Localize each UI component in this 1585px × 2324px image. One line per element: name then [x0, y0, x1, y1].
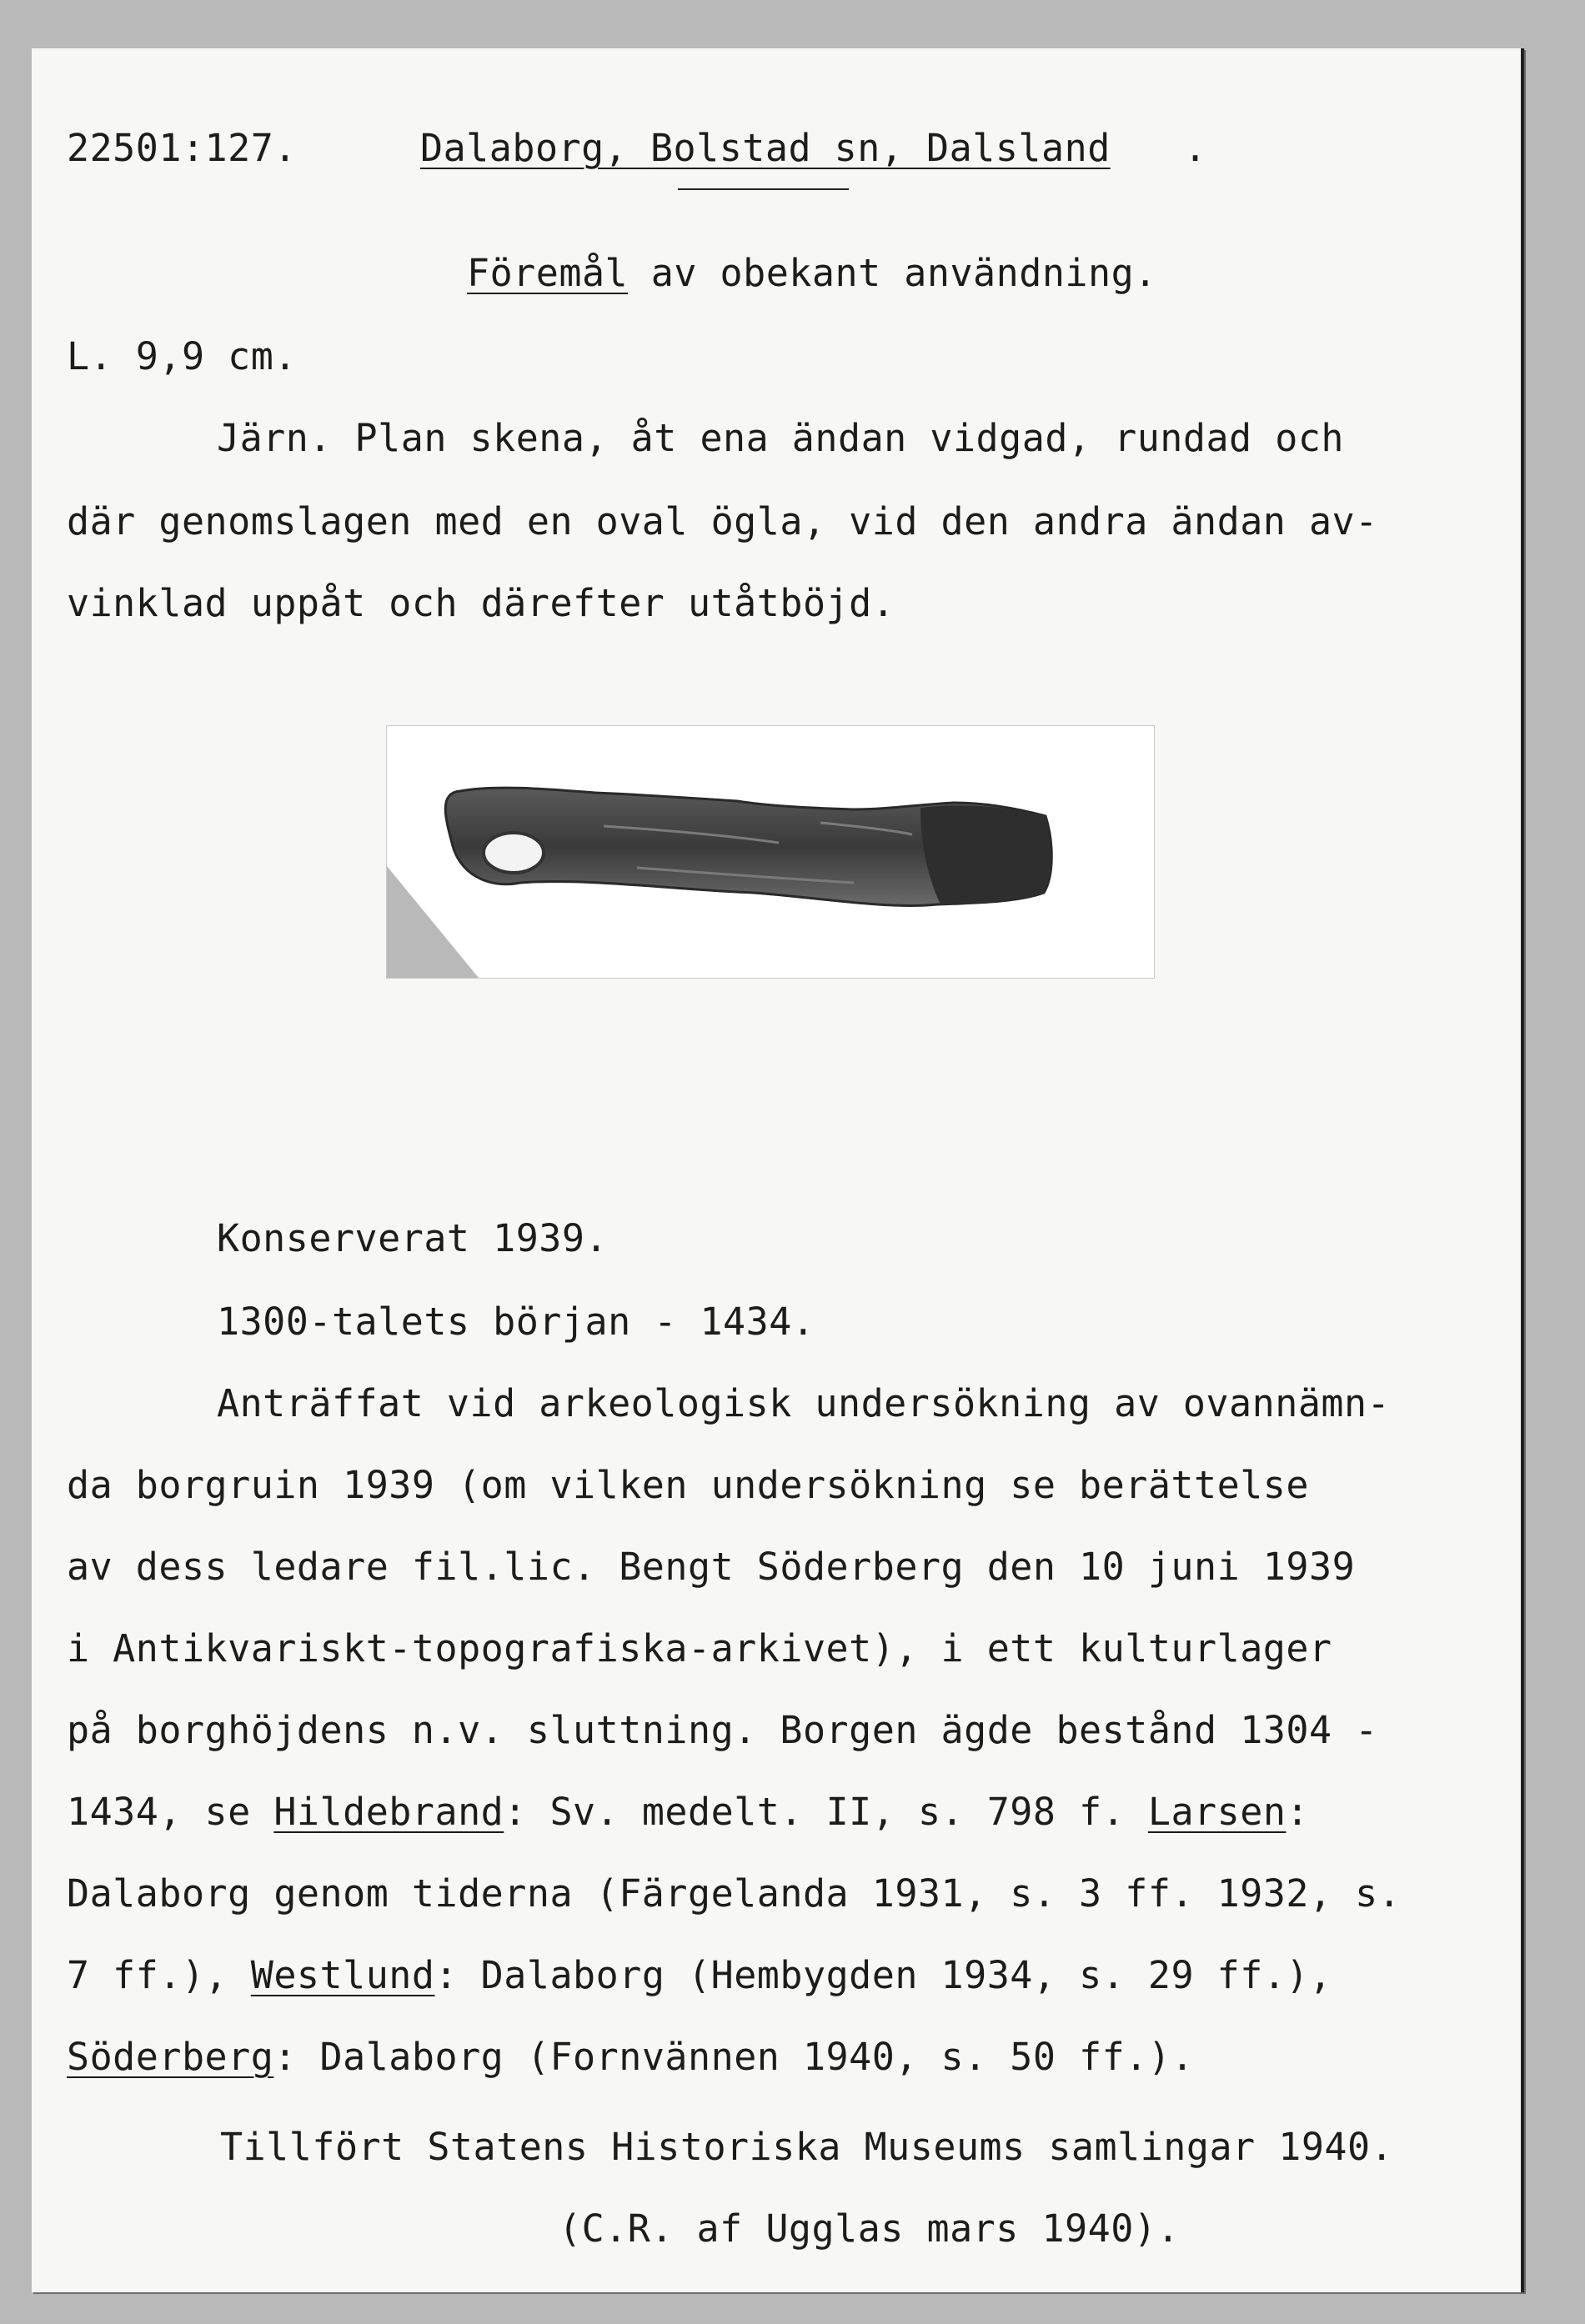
object-title [467, 250, 1157, 297]
place-part1: Dalaborg, [420, 126, 650, 170]
place-part2: Bolstad sn, Dalsland [650, 126, 1111, 170]
find-line-6c: : Sv. medelt. II, s. 798 f. [504, 1790, 1148, 1834]
description-line-3: vinklad uppåt och därefter utåtböjd. [67, 581, 895, 625]
title-word: Föremål [467, 251, 629, 295]
oval-eye-hole [484, 833, 544, 873]
divider-line [678, 188, 849, 190]
find-line-1: Anträffat vid arkeologisk undersökning av ovannämn- [217, 1381, 1391, 1425]
signature-note: (C.R. af Ugglas mars 1940). [559, 2206, 1180, 2251]
ref-larsen: Larsen [1147, 1790, 1287, 1834]
find-line-5: på borghöjdens n.v. sluttning. Borgen ägde bestånd 1304 - [67, 1708, 1378, 1752]
conservation-note: Konserverat 1939. [217, 1216, 609, 1260]
find-line-9 [67, 2034, 1194, 2081]
find-line-6e: : [1286, 1790, 1310, 1834]
catalog-card [32, 48, 1524, 2292]
place-end: . [1184, 126, 1207, 170]
description-line-2: där genomslagen med en oval ögla, vid den andra ändan av- [67, 499, 1378, 543]
find-line-6a: 1434, se [67, 1790, 274, 1834]
find-line-8c: : Dalaborg (Hembygden 1934, s. 29 ff.), [434, 1953, 1332, 1997]
find-line-8a: 7 ff.), [67, 1953, 251, 1997]
description-line-1: Järn. Plan skena, åt ena ändan vidgad, rundad och [217, 416, 1345, 460]
title-rest: av obekant användning. [628, 251, 1157, 295]
bent-end-shape [920, 805, 1051, 904]
find-line-3: av dess ledare fil.lic. Bengt Söderberg den 10 juni 1939 [67, 1545, 1356, 1589]
ref-soderberg: Söderberg [67, 2035, 274, 2079]
object-photo [386, 725, 1155, 979]
dating-note: 1300-talets början - 1434. [217, 1300, 815, 1344]
ref-hildebrand: Hildebrand [273, 1790, 504, 1834]
place-heading [420, 125, 1111, 172]
length-measure: L. 9,9 cm. [67, 334, 297, 378]
find-line-6 [67, 1789, 1309, 1836]
iron-object-image [387, 726, 1154, 978]
find-line-8 [67, 1952, 1332, 1999]
collection-note: Tillfört Statens Historiska Museums samlingar 1940. [220, 2125, 1394, 2169]
find-line-2: da borgruin 1939 (om vilken undersökning se berättelse [67, 1463, 1309, 1507]
photo-cut-corner [387, 866, 479, 978]
find-line-7: Dalaborg genom tiderna (Färgelanda 1931, s. 3 ff. 1932, s. [67, 1871, 1402, 1916]
catalog-number: 22501:127. [67, 126, 297, 170]
find-line-4: i Antikvariskt-topografiska-arkivet), i ett kulturlager [67, 1626, 1332, 1670]
find-line-9b: : Dalaborg (Fornvännen 1940, s. 50 ff.). [273, 2035, 1195, 2079]
ref-westlund: Westlund [250, 1953, 435, 1997]
